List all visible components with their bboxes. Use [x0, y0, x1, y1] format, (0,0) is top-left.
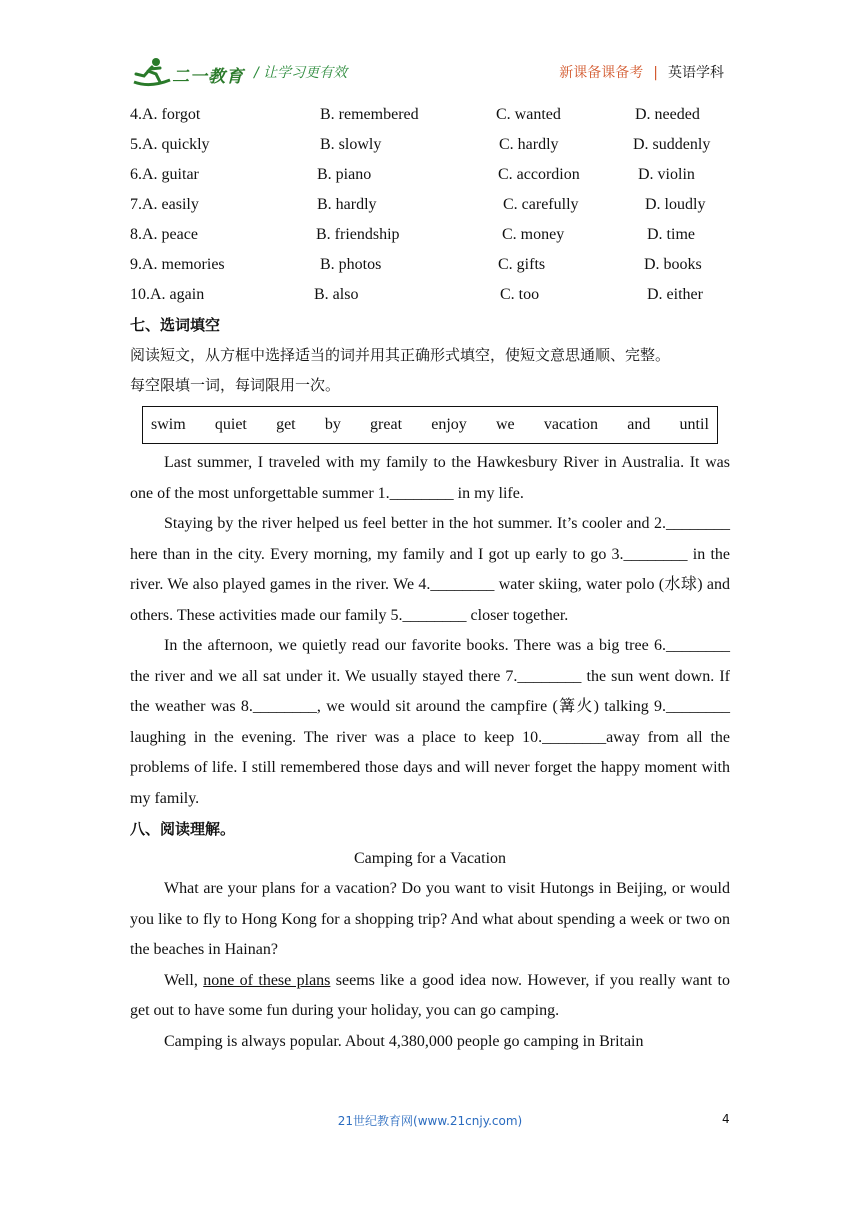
option-d: D. time [647, 226, 695, 243]
reading-paragraph [130, 966, 730, 1027]
option-b: B. remembered [320, 106, 419, 123]
option-b: B. friendship [316, 226, 400, 243]
options-list [130, 100, 730, 310]
cloze-paragraph: In the afternoon, we quietly read our favorite books. There was a big tree 6.________ the river and we all sat under it. We usually stayed there 7.________ the sun went down. If the weather was 8.________, we would sit around the campfire (篝火) talking 9.________ laughing in the evening. The river was a place to keep 10.________away from all the problems of life. I still remembered those days and will never forget the happy moment with my family. [130, 637, 730, 807]
word-bank-item: get [276, 416, 296, 433]
option-row [130, 190, 730, 220]
option-c: C. money [502, 226, 565, 243]
header-course: 新课备课备考 [559, 65, 644, 81]
option-d: D. needed [635, 106, 700, 123]
section-7-title: 七、选词填空 [130, 316, 221, 334]
page-number: 4 [722, 1112, 730, 1126]
header-separator: | [653, 65, 658, 81]
word-bank-box [142, 406, 718, 444]
option-b: B. hardly [317, 196, 377, 213]
option-c: C. wanted [496, 106, 561, 123]
section-7-instruction-2: 每空限填一词，每词限用一次。 [130, 376, 341, 394]
reading-paragraph: What are your plans for a vacation? Do you want to visit Hutongs in Beijing, or would you like to fly to Hong Kong for a shopping trip? And what about spending a week or two on the beaches in Hainan? [130, 880, 730, 958]
option-b: B. photos [320, 256, 382, 273]
section-8-title: 八、阅读理解。 [130, 820, 236, 838]
option-a: 10.A. again [130, 286, 205, 303]
cloze-paragraph: Staying by the river helped us feel better in the hot summer. It’s cooler and 2.________ here than in the city. Every morning, my family and I got up early to go 3.________ in the river. We also played games in the river. We 4.________ water skiing, water polo (水球) and others. These activities made our family 5.________ closer together. [130, 515, 730, 624]
option-row [130, 130, 730, 160]
reading-text: Well, [164, 971, 204, 989]
slogan: / 让学习更有效 [254, 65, 348, 81]
word-bank-item: until [679, 416, 709, 433]
option-b: B. piano [317, 166, 372, 183]
word-bank-item: great [370, 416, 403, 433]
option-c: C. gifts [498, 256, 546, 273]
word-bank-item: enjoy [431, 416, 467, 433]
option-row [130, 220, 730, 250]
document-body [130, 100, 730, 1057]
option-b: B. also [314, 286, 359, 303]
word-bank-item: swim [151, 416, 186, 433]
option-a: 5.A. quickly [130, 136, 210, 153]
option-c: C. too [500, 286, 540, 303]
word-bank-item: by [324, 416, 341, 433]
logo-text: 二一教育 [172, 67, 244, 87]
passage-title: Camping for a Vacation [353, 850, 507, 867]
option-a: 8.A. peace [130, 226, 198, 243]
option-c: C. accordion [498, 166, 580, 183]
footer-site: 21世纪教育网(www.21cnjy.com) [337, 1114, 523, 1128]
word-bank-item: we [495, 416, 515, 433]
reading-text: seems like a good idea now. However, if you really want to get out to have some fun during your holiday, you can go camping. [130, 971, 730, 1019]
option-a: 7.A. easily [130, 196, 199, 213]
underlined-phrase: none of these plans [203, 971, 331, 989]
cloze-paragraph: Last summer, I traveled with my family to the Hawkesbury River in Australia. It was one of the most unforgettable summer 1.________ in my life. [130, 454, 730, 502]
option-c: C. hardly [499, 136, 559, 153]
option-d: D. violin [638, 166, 695, 183]
section-7-instruction: 阅读短文，从方框中选择适当的词并用其正确形式填空，使短文意思通顺、完整。 [130, 346, 671, 364]
header-subject-name: 英语学科 [668, 65, 724, 81]
option-a: 6.A. guitar [130, 166, 199, 183]
option-d: D. books [644, 256, 702, 273]
option-row [130, 280, 730, 310]
option-row [130, 160, 730, 190]
word-bank-item: and [627, 416, 651, 433]
option-row [130, 100, 730, 130]
word-bank-item: vacation [543, 416, 599, 433]
word-bank-item: quiet [214, 416, 247, 433]
option-c: C. carefully [503, 196, 579, 213]
option-row [130, 250, 730, 280]
option-d: D. either [647, 286, 703, 303]
reading-paragraph: Camping is always popular. About 4,380,000 people go camping in Britain [164, 1032, 644, 1050]
page-header [0, 0, 860, 100]
header-subject [559, 62, 724, 82]
option-a: 4.A. forgot [130, 106, 201, 123]
option-d: D. suddenly [633, 136, 711, 153]
option-b: B. slowly [320, 136, 382, 153]
option-a: 9.A. memories [130, 256, 225, 273]
option-d: D. loudly [645, 196, 706, 213]
